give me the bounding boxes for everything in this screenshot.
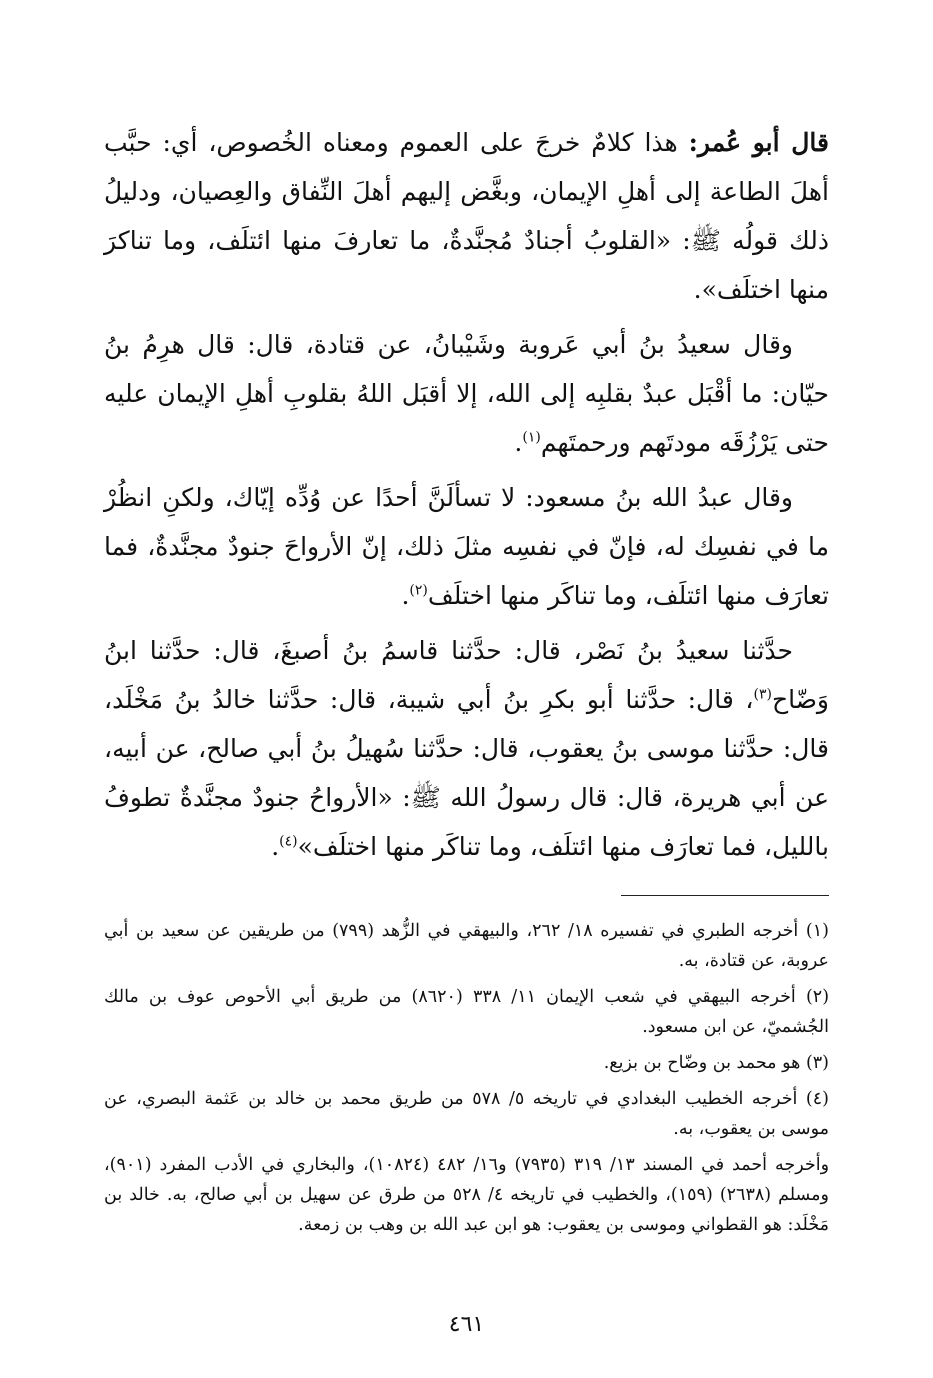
footnote-separator-wrap <box>104 877 829 916</box>
footnote-text: أخرجه الطبري في تفسيره ١٨/ ٢٦٢، والبيهقي في الزُّهد (٧٩٩) من طريقين عن سعيد بن أبي عروبة، عن قتادة، به. <box>104 921 829 971</box>
paragraph-3 <box>104 473 829 620</box>
paragraph-tail: . <box>271 832 280 861</box>
footnote-number: (٤) <box>805 1089 829 1109</box>
paragraph-tail: . <box>401 581 410 610</box>
paragraph-text: وقال عبدُ الله بنُ مسعود: لا تسألَنَّ أحدًا عن وُدِّه إيّاك، ولكنِ انظُرْ ما في نفسِك له، فإنّ في نفسِه مثلَ ذلك، إنّ الأرواحَ جنودٌ مجنَّدةٌ، فما تعارَف منها ائتلَف، وما تناكَر منها اختلَف <box>104 483 829 610</box>
paragraph-text: وقال سعيدُ بنُ أبي عَروبة وشَيْبانُ، عن قتادة، قال: قال هرِمُ بنُ حيّان: ما أقْبَل عبدٌ بقلبِه إلى الله، إلا أقبَل اللهُ بقلوبِ أهلِ الإيمان عليه حتى يَرْزُقَه مودتَهم ورحمتَهم <box>104 330 830 457</box>
paragraph-text-a: حدَّثنا سعيدُ بنُ نَصْر، قال: حدَّثنا قاسمُ بنُ أصبغَ، قال: حدَّثنا ابنُ وَضّاح <box>104 636 829 714</box>
footnote-3 <box>104 1048 829 1078</box>
paragraph-2 <box>104 320 829 467</box>
footnote-4-continuation: وأخرجه أحمد في المسند ١٣/ ٣١٩ (٧٩٣٥) و١٦/ ٤٨٢ (١٠٨٢٤)، والبخاري في الأدب المفرد (٩٠١)، ومسلم (٢٦٣٨) (١٥٩)، والخطيب في تاريخه ٤/ ٥٢٨ من طرق عن سهيل بن أبي صالح، به. خالد بن مَخْلَد: هو القطواني وموسى بن يعقوب: هو ابن عبد الله بن وهب بن زمعة. <box>104 1155 830 1235</box>
paragraph-tail: . <box>514 428 523 457</box>
footnote-number: (١) <box>805 921 829 941</box>
footnote-number: (٣) <box>805 1053 829 1073</box>
page-body <box>104 118 829 1378</box>
footnote-separator <box>621 895 829 896</box>
page-number: ٤٦١ <box>448 1312 485 1337</box>
paragraph-4 <box>104 626 829 871</box>
paragraph-1 <box>104 118 829 314</box>
footnote-1 <box>104 916 829 976</box>
footnote-ref-4[interactable]: (٤) <box>279 833 298 850</box>
footnote-text: هو محمد بن وضّاح بن بزيع. <box>603 1053 801 1073</box>
footnote-ref-3[interactable]: (٣) <box>753 686 772 703</box>
footnote-number: (٢) <box>805 987 830 1007</box>
footnote-ref-1[interactable]: (١) <box>522 429 541 446</box>
footnote-text: أخرجه الخطيب البغدادي في تاريخه ٥/ ٥٧٨ من طريق محمد بن خالد بن عَثمة البصري، عن موسى بن يعقوب، به. <box>104 1089 829 1139</box>
footnote-ref-2[interactable]: (٢) <box>409 582 428 599</box>
footnote-4 <box>104 1084 829 1144</box>
footnote-2 <box>104 982 829 1042</box>
footnote-text: أخرجه البيهقي في شعب الإيمان ١١/ ٣٣٨ (٨٦٢٠) من طريق أبي الأحوص عوف بن مالك الجُشميّ، عن ابن مسعود. <box>104 987 829 1037</box>
paragraph-lead: قال أبو عُمر: <box>688 128 829 157</box>
footnotes <box>104 916 829 1240</box>
paragraph-text: هذا كلامٌ خرجَ على العموم ومعناه الخُصوص، أي: حبَّب أهلَ الطاعة إلى أهلِ الإيمان، وبغَّض إليهم أهلَ النِّفاق والعِصيان، ودليلُ ذلك قولُه ﷺ: «القلوبُ أجنادٌ مُجنَّدةٌ، ما تعارفَ منها ائتلَف، وما تناكرَ منها اختلَف». <box>104 128 829 304</box>
paragraph-text-b: ، قال: حدَّثنا أبو بكرِ بنُ أبي شيبة، قال: حدَّثنا خالدُ بنُ مَخْلَد، قال: حدَّثنا موسى بنُ يعقوب، قال: حدَّثنا سُهيلُ بنُ أبي صالح، عن أبيه، عن أبي هريرة، قال: قال رسولُ الله ﷺ: «الأرواحُ جنودٌ مجنَّدةٌ تطوفُ بالليل، فما تعارَف منها ائتلَف، وما تناكَر منها اختلَف» <box>104 685 829 861</box>
